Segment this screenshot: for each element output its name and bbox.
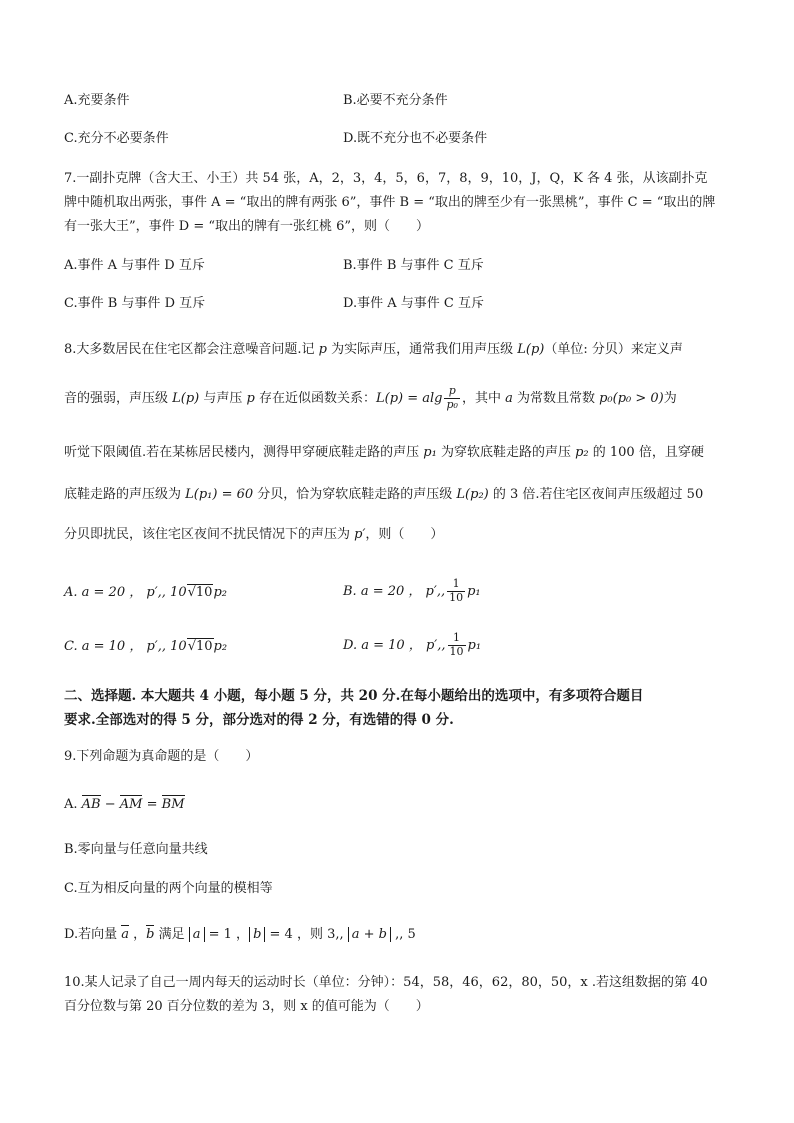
math-fraction — [444, 385, 459, 411]
q8-stem-line-3 — [64, 446, 704, 459]
q8-text: ，则（ ） — [365, 527, 444, 542]
q8-text: 的 100 倍，且穿硬 — [588, 445, 704, 460]
q6-option-c: C.充分不必要条件 — [64, 131, 169, 146]
q8-text: 音的强弱，声压级 — [64, 391, 173, 406]
section-2-heading-line-1: 二、选择题. 本大题共 4 小题，每小题 5 分，共 20 分.在每小题给出的选项中，有多项符合题目 — [64, 688, 644, 704]
q7-option-a: A.事件 A 与事件 D 互斥 — [64, 258, 205, 273]
q8-stem-line-5 — [64, 528, 443, 541]
math-var: p — [246, 391, 255, 406]
q8-stem-line-2 — [64, 382, 677, 416]
fraction-denominator: 10 — [449, 645, 464, 658]
sqrt-radicand: √10 — [187, 585, 213, 600]
vector-bm: BM — [161, 797, 185, 812]
fraction-denominator: p₀ — [446, 398, 458, 411]
q8-option-text: B. a = 20 ， — [343, 584, 422, 599]
q8-option-text: p′,, — [425, 584, 446, 599]
sqrt-value: 10 — [195, 585, 213, 600]
section-2-heading-line-2: 要求.全部选对的得 5 分，部分选对的得 2 分，有选错的得 0 分. — [64, 712, 454, 728]
q10-stem-line-2: 百分位数与第 20 百分位数的差为 3，则 x 的值可能为（ ） — [64, 999, 429, 1014]
math-expression: L(p) — [517, 342, 545, 357]
q8-stem-line-4 — [64, 488, 703, 501]
math-operator: = — [142, 797, 162, 812]
abs-vector-sum — [348, 927, 391, 942]
q8-option-text: p′,, — [425, 638, 446, 653]
q8-option-text: p′,, 10 — [146, 585, 187, 600]
q8-text: 存在近似函数关系： — [254, 391, 376, 406]
q9-option-text: 满足 — [154, 927, 189, 942]
q9-option-text: A. — [64, 797, 82, 812]
q9-option-d — [64, 928, 416, 941]
q9-option-b: B.零向量与任意向量共线 — [64, 842, 208, 857]
q10-stem-line-1: 10.某人记录了自己一周内每天的运动时长（单位：分钟）：54，58，46，62，80，50，x .若这组数据的第 40 — [64, 975, 708, 990]
math-expression: L(p) — [172, 391, 200, 406]
q8-text: 8.大多数居民在住宅区都会注意噪音问题.记 — [64, 342, 319, 357]
vector-am: AM — [119, 797, 143, 812]
q8-text: （单位: 分贝）来定义声 — [544, 342, 683, 357]
q8-option-text: p′,, 10 — [146, 639, 187, 654]
q7-option-c: C.事件 B 与事件 D 互斥 — [64, 296, 206, 311]
math-var: a — [192, 927, 201, 942]
vector-a: a — [121, 927, 129, 942]
fraction-numerator: 1 — [447, 578, 465, 592]
math-var: p₂ — [575, 445, 589, 460]
vector-ab: AB — [81, 797, 101, 812]
q9-option-text: ， — [129, 927, 147, 942]
q6-option-a: A.充要条件 — [64, 93, 130, 108]
q7-stem-line-2: 牌中随机取出两张，事件 A = “取出的牌有两张 6”，事件 B = “取出的牌至少有一张黑桃”，事件 C = “取出的牌 — [64, 195, 716, 210]
q8-option-text: A. a = 20 ， — [64, 585, 143, 600]
q8-option-text: D. a = 10 ， — [343, 638, 422, 653]
math-fraction — [447, 578, 465, 604]
q7-option-b: B.事件 B 与事件 C 互斥 — [343, 258, 484, 273]
q9-option-a — [64, 798, 185, 811]
abs-vector-b — [249, 927, 265, 942]
math-expression: a + b — [351, 927, 387, 942]
q8-option-text: C. a = 10 ， — [64, 639, 143, 654]
q8-text: 为实际声压，通常我们用声压级 — [327, 342, 518, 357]
math-var: p₂ — [213, 585, 227, 600]
math-var: b — [253, 927, 262, 942]
math-var: p₁ — [467, 584, 481, 599]
q9-option-text: = 1 ， — [204, 927, 250, 942]
q9-option-text: = 4 ，则 3,, — [265, 927, 348, 942]
q9-option-c: C.互为相反向量的两个向量的模相等 — [64, 881, 273, 896]
q8-text: 底鞋走路的声压级为 — [64, 487, 186, 502]
math-operator: − — [100, 797, 120, 812]
fraction-numerator: 1 — [448, 632, 466, 646]
math-var: p′ — [354, 527, 366, 542]
math-var: a — [505, 391, 513, 406]
q9-option-text: D.若向量 — [64, 927, 122, 942]
q8-text: ，其中 — [461, 391, 506, 406]
q7-stem-line-1: 7.一副扑克牌（含大王、小王）共 54 张，A，2，3，4，5，6，7，8，9，10，J，Q，K 各 4 张，从该副扑克 — [64, 171, 708, 186]
math-expression: L(p₂) — [456, 487, 489, 502]
q8-option-b — [343, 574, 481, 610]
vector-b: b — [146, 927, 155, 942]
math-expression: p₀(p₀ > 0) — [599, 391, 664, 406]
math-var: p₁ — [467, 638, 482, 653]
q8-text: 与声压 — [199, 391, 247, 406]
math-expression: L(p₁) = 60 — [185, 487, 254, 502]
q8-option-c — [64, 632, 227, 662]
sqrt-value: 10 — [196, 639, 213, 654]
q8-text: 为穿软底鞋走路的声压 — [436, 445, 576, 460]
q8-option-d — [343, 628, 481, 664]
math-formula: L(p) = alg — [375, 391, 443, 406]
q8-text: 分贝，恰为穿软底鞋走路的声压级 — [253, 487, 457, 502]
q8-stem-line-1 — [64, 343, 683, 356]
q9-stem: 9.下列命题为真命题的是（ ） — [64, 749, 259, 764]
q8-text: 的 3 倍.若住宅区夜间声压级超过 50 — [488, 487, 704, 502]
q8-text: 为常数且常数 — [512, 391, 600, 406]
q6-option-d: D.既不充分也不必要条件 — [343, 131, 488, 146]
math-var: p — [318, 342, 327, 357]
q8-text: 分贝即扰民，该住宅区夜间不扰民情况下的声压为 — [64, 527, 355, 542]
q7-stem-line-3: 有一张大王”，事件 D = “取出的牌有一张红桃 6”，则（ ） — [64, 219, 430, 234]
math-var: p₁ — [423, 445, 437, 460]
q7-option-d: D.事件 A 与事件 C 互斥 — [343, 296, 484, 311]
q8-option-a — [64, 578, 227, 608]
fraction-denominator: 10 — [449, 591, 464, 604]
q9-option-text: ,, 5 — [391, 927, 416, 942]
math-var: p₂ — [213, 639, 228, 654]
fraction-numerator: p — [444, 385, 459, 399]
q8-text: 听觉下限阈值.若在某栋居民楼内，测得甲穿硬底鞋走路的声压 — [64, 445, 424, 460]
q6-option-b: B.必要不充分条件 — [343, 93, 448, 108]
q8-text: 为 — [663, 391, 677, 406]
sqrt-radicand: √10 — [187, 639, 213, 654]
math-fraction — [448, 632, 466, 658]
abs-vector-a — [189, 927, 205, 942]
